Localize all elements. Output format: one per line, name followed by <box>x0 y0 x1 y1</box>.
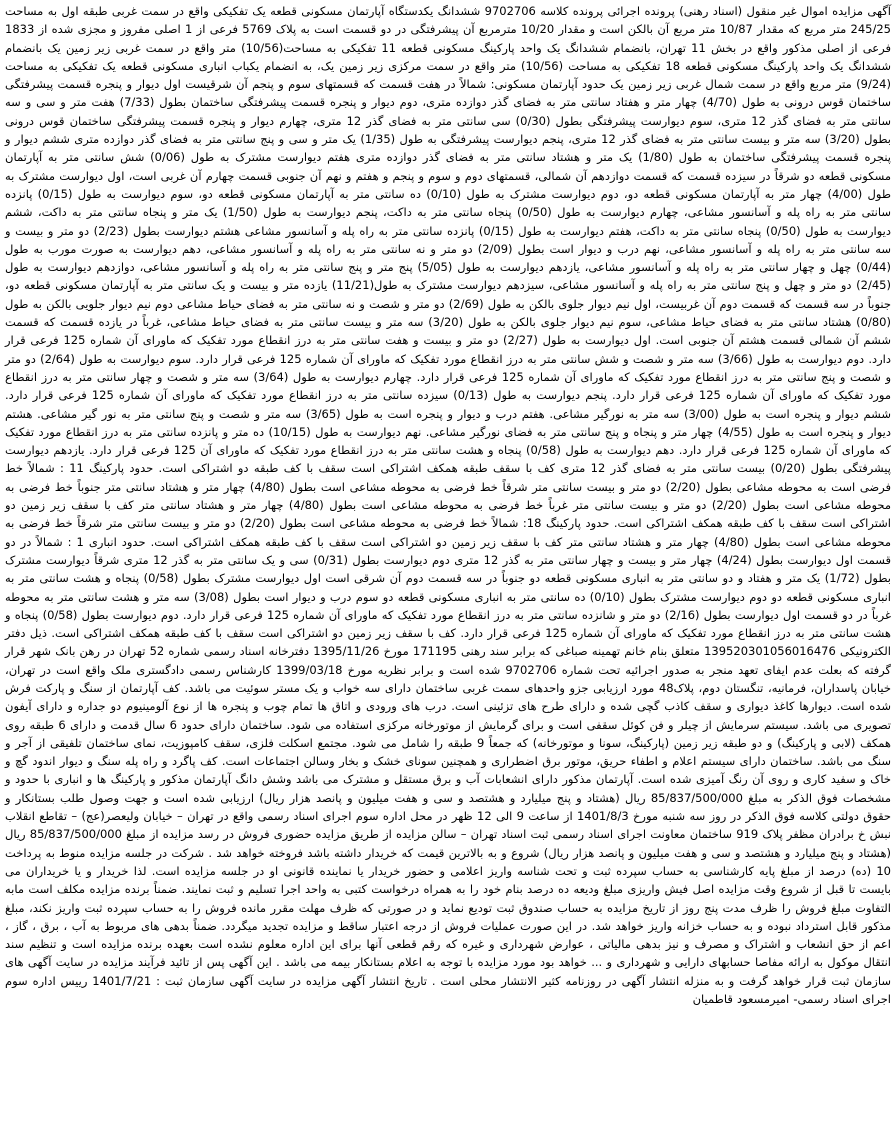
auction-notice-text: آگهی مزایده اموال غیر منقول (اسناد رهنی) پرونده اجرائی پرونده کلاسه 9702706 ششدانگ یکدستگاه آپارتمان مسکونی قطعه یک تفکیکی واقع در سمت غربی طبقه اول به مساحت 245/25 متر مربع که مقدار 10/87 متر مربع آن بالکن است و مقدار 10/20 مترمربع آن پیشرفتگی در دو قسمت است به پلاک 5769 فرعی از 1 اصلی مفروز و مجزی شده از 1833 فرعی از اصلی مذکور واقع در بخش 11 تهران، بانضمام ششدانگ یک واحد پارکینگ مسکونی قطعه 11 تفکیکی به مساحت(10/56) متر واقع در سمت غربی زیر زمین یک بانضمام ششدانگ یک واحد پارکینگ مسکونی قطعه 18 تفکیکی به مساحت (10/56) متر واقع در سمت مرکزی زیر زمین یک، به انضمام یکباب انباری مسکونی قطعه یک تفکیکی به مساحت (9/24) متر مربع واقع در سمت شمال غربی زیر زمین یک حدود آپارتمان مسکونی: شمالاً در هفت قسمت که قسمتهای سوم و پنجم آن شرقیست اول دیوار و پنجره قسمت پیشرفتگی ساختمان قوس درونی به طول (4/70) چهار متر و هفتاد سانتی متر به فضای گذر دوازده متری، دوم دیوار و پنجره قسمت پیشرفتگی ساختمان بطول (7/33) هفت متر و سی و سه سانتی متر به فضای گذر 12 متری، سوم دیوارست پیشرفتگی بطول (0/30) سی سانتی متر به فضای گذر 12 متری، چهارم دیوار و پنجره قسمت پیشرفتگی ساختمان قوس درونی بطول (3/20) سه متر و بیست سانتی متر به فضای گذر 12 متری، پنجم دیوارست پیشرفتگی به طول (1/35) یک متر و سی و پنج سانتی متر به فضای گذر دوازده متری ششم دیوار و پنجره قسمت پیشرفتگی ساختمان به طول (1/80) یک متر و هشتاد سانتی متر به فضای گذر دوازده متری هفتم دیوارست مشترک به طول (0/06) شش سانتی متر به آپارتمان مسکونی قطعه دو شرقاً در سیزده قسمت که قسمت دوازدهم آن شمالی، قسمتهای دوم و سوم و پنجم و هفتم و نهم آن جنوبی قسمت چهارم آن غربی است، اول دیوارست مشترک به طول (4/00) چهار متر به آپارتمان مسکونی قطعه دو، دوم دیوارست مشترک به طول (0/10) ده سانتی متر به آپارتمان مسکونی قطعه دو، سوم دیوارست به طول (0/15) پانزده سانتی متر به راه پله و آسانسور مشاعی، چهارم دیوارست به طول (0/50) پنجاه سانتی متر به داکت، پنجم دیوارست به طول (1/50) یک متر و پنجاه سانتی متر به داکت، ششم دیوارست به طول (0/50) پنجاه سانتی متر به داکت، هفتم دیوارست به طول (0/15) پانزده سانتی متر به راه پله و آسانسور مشاعی هشتم دیوارست بطول (2/23) دو متر و بیست و سه سانتی متر به راه پله و آسانسور مشاعی، نهم درب و دیوار است بطول (2/09) دو متر و نه سانتی متر به راه پله و آسانسور مشاعی، دهم دیوارست به صورت مورب به طول (0/44) چهل و چهار سانتی متر به راه پله و آسانسور مشاعی، یازدهم دیوارست به طول (5/05) پنج متر و پنج سانتی متر به راه پله و آسانسور مشاعی، دوازدهم دیوارست به طول (2/45) دو متر و چهل و پنج سانتی متر به راه پله و آسانسور مشاعی، سیزدهم دیوارست مشترک به طول(11/21) یازده متر و بیست و یک سانتی متر به آپارتمان مسکونی قطعه دو، جنوباً در سه قسمت که قسمت دوم آن غربیست، اول نیم دیوار جلوی بالکن به طول (2/69) دو متر و شصت و نه سانتی متر به فضای حیاط مشاعی دوم نیم دیوار جلویی بالکن به طول (0/80) هشتاد سانتی متر به فضای حیاط مشاعی، سوم نیم دیوار جلوی بالکن به طول (3/20) سه متر و بیست سانتی متر به فضای حیاط مشاعی، غرباً در یازده قسمت که قسمت ششم آن شمالی قسمت هشتم آن جنوبی است. اول دیوارست به طول (2/27) دو متر و بیست و هفت سانتی متر به درز انقطاع مورد تفکیک که ماورای آن شماره 125 فرعی قرار دارد. دوم دیوارست به طول (3/66) سه متر و شصت و شش سانتی متر به درز انقطاع مورد تفکیک که ماورای آن شماره 125 فرعی قرار دارد. سوم دیوارست به طول (2/64) دو متر و شصت و پنج سانتی متر به درز انقطاع مورد تفکیک که ماورای آن شماره 125 فرعی قرار دارد. چهارم دیوارست به طول (3/64) سه متر و شصت و چهار سانتی متر به درز انقطاع مورد تفکیک که ماورای آن شماره 125 فرعی قرار دارد. پنجم دیوارست به طول (0/13) سیزده سانتی متر به درز انقطاع مورد تفکیک که ماورای آن شماره 125 فرعی قرار دارد. ششم دیوار و پنجره است به طول (3/00) سه متر به نورگیر مشاعی. هفتم درب و دیوار و پنجره است به طول (3/65) سه متر و شصت و پنج سانتی متر به نور گیر مشاعی. هشتم دیوار و پنجره است به طول (4/55) چهار متر و پنجاه و پنج سانتی متر به فضای نورگیر مشاعی. نهم دیوارست به طول (10/15) ده متر و پانزده سانتی متر به درز انقطاع مورد تفکیک که ماورای آن شماره 125 فرعی قرار دارد. دهم دیوارست به طول (0/58) پنجاه و هشت سانتی متر به درز انقطاع مورد تفکیک که ماورای آن 125 فرعی قرار دارد. یازدهم دیوارست پیشرفتگی بطول (0/20) بیست سانتی متر به فضای گذر 12 متری کف با سقف طبقه همکف اشتراکی است سقف با کف طبقه دو اشتراکی است. حدود پارکینگ 11 : شمالاً خط فرضی است به محوطه مشاعی بطول (2/20) دو متر و بیست سانتی متر شرقاً خط فرضی به محوطه مشاعی است بطول (4/80) چهار متر و هشتاد سانتی متر جنوباً خط فرضی به محوطه مشاعی است بطول (2/20) دو متر و بیست سانتی متر غرباً خط فرضی به محوطه مشاعی است بطول (4/80) چهار متر و هشتاد سانتی متر کف با سقف زیر زمین دو اشتراکی است سقف با کف طبقه همکف اشتراکی است. حدود پارکینگ 18: شمالاً خط فرضی به محوطه مشاعی است بطول (2/20) دو متر و بیست سانتی متر شرقاً خط فرضی به محوطه مشاعی است بطول (4/80) چهار متر و هشتاد سانتی متر کف با سقف زیر زمین دو اشتراکی است سقف با کف طبقه همکف اشتراکی است. حدود انباری 1 : شمالاً در دو قسمت اول دیوارست بطول (4/24) چهار متر و بیست و چهار سانتی متر به گذر 12 متری دوم دیوارست بطول (0/31) سی و یک سانتی متر به گذر 12 متری شرقاً دیوارست مشترک بطول (1/72) یک متر و هفتاد و دو سانتی متر به انباری مسکونی قطعه دو جنوباً در سه قسمت دوم آن شرقی است اول دیوارست مشترک بطول (0/58) پنجاه و هشت سانتی متر به انباری مسکونی قطعه دو دوم دیوارست مشترک بطول (0/10) ده سانتی متر به انباری مسکونی قطعه دو سوم درب و دیوار است بطول (3/08) سه متر و هشت سانتی متر به محوطه غرباً در دو قسمت اول دیوارست بطول (2/16) دو متر و شانزده سانتی متر به درز انقطاع مورد تفکیک که ماورای آن شماره 125 فرعی قرار دارد. دوم دیوارست بطول (0/58) پنجاه و هشت سانتی متر به درز انقطاع مورد تفکیک که ماورای آن شماره 125 فرعی قرار دارد. کف با سقف زیر زمین دو اشتراکی است سقف با کف طبقه همکف اشتراکی است. ذیل دفتر الکترونیکی 139520301056016476 متعلق بنام خانم تهمینه صباغی که برابر سند رهنی 171195 مورخ 1395/11/26 دفترخانه اسناد رسمی شماره 52 تهران در رهن بانک شهر قرار گرفته که بعلت عدم ایفای تعهد منجر به صدور اجرائیه تحت شماره 9702706 شده است و برابر نظریه مورخ 1399/03/18 کارشناس رسمی دادگستری ملک واقع است در تهران، خیابان پاسداران، فرمانیه، تنگستان دوم، پلاک48 مورد ارزیابی جزو واحدهای سمت غربی ساختمان دارای سه خواب و یک مستر سوئیت می باشد. کف آپارتمان از سنگ و پارکت فرش شده است. دیوارها کاغذ دیواری و سقف کاذب گچی شده و دارای طرح های تزئینی است. درب های ورودی و اتاق ها تمام چوب و پنجره ها از نوع آلومینیوم دو جداره و دارای آیفون تصویری می باشد. سیستم سرمایش از چیلر و فن کوئل سقفی است و برای گرمایش از موتورخانه مرکزی استفاده می شود. ساختمان دارای حدود 6 سال قدمت و دارای 6 طبقه روی همکف (لابی و پارکینگ) و دو طبقه زیر زمین (پارکینگ، سونا و موتورخانه) که جمعاً 9 طبقه را شامل می شود. مجتمع اسکلت فلزی، سقف کامپوزیت، نمای ساختمان تلفیقی از آجر و سنگ می باشد. ساختمان دارای سیستم اعلام و اطفاء حریق، موتور برق اضطراری و همچنین سونای خشک و بخار وسالن اجتماعات است. کف پاگرد و راه پله سنگ و دیوار اندود گچ و خاک و سفید کاری و روی آن رنگ آمیزی شده است. آپارتمان مذکور دارای انشعابات آب و برق مستقل و مشترک می باشد وشش دانگ آپارتمان مذکور و پارکینگ ها و انباری با حدود و مشخصات فوق الذکر به مبلغ 85/837/500/000 ریال (هشتاد و پنج میلیارد و هشتصد و سی و هفت میلیون و پانصد هزار ریال) ارزیابی شده است و جهت وصول طلب بستانکار و حقوق دولتی کلاسه فوق الذکر در روز سه شنبه مورخ 1401/8/3 از ساعت 9 الی 12 ظهر در محل اداره سوم اجرای اسناد رسمی واقع در تهران – خیابان ولیعصر(عج) – تقاطع انقلاب نبش خ برادران مظفر پلاک 919 ساختمان معاونت اجرای اسناد رسمی ثبت اسناد تهران – سالن مزایده از طریق مزایده حضوری فروش در رسد مزایده از مبلغ 85/837/500/000 ریال (هشتاد و پنج میلیارد و هشتصد و سی و هفت میلیون و پانصد هزار ریال) شروع و به بالاترین قیمت که خریدار داشته باشد فروخته خواهد شد . شرکت در جلسه مزایده منوط به پرداخت 10 (ده) درصد از مبلغ پایه کارشناسی به حساب سپرده ثبت و تحت شناسه واریز اعلامی و حضور خریدار یا نماینده قانونی او در جلسه مزایده است. لذا خریدار و یا خریداران می بایست تا قبل از شروع وقت مزایده اصل فیش واریزی مبلغ ودیعه ده درصد بنام خود را به همراه درخواست کتبی به واحد اجرا تسلیم و ثبت نمایند. ضمناً برنده مزایده مکلف است مابه التفاوت مبلغ فروش را ظرف مدت پنج روز از تاریخ مزایده به حساب صندوق ثبت تودیع نماید و در صورتی که ظرف مهلت مقرر مانده فروش را به حساب سپرده ثبت واریز نکند، مبلغ مذکور قابل استرداد نبوده و به حساب خزانه واریز خواهد شد. در این صورت عملیات فروش از درجه اعتبار ساقط و مزایده تجدید میگردد. ضمناً بدهی های مربوط به آب ، برق ، گاز ، اعم از حق انشعاب و اشتراک و مصرف و نیز بدهی مالیاتی ، عوارض شهرداری و غیره که رقم قطعی آنها برای این اداره معلوم نشده است بعهده برنده مزایده است و تنظیم سند انتقال موکول به ارائه مفاصا حسابهای دارایی و شهرداری و ... خواهد بود مورد مزایده با توجه به اعلام بستانکار بیمه می باشد . این آگهی پس از تائید فرآیند مزایده در سایت آگهی های سازمان ثبت قرار خواهد گرفت و به منزله انتشار آگهی در روزنامه کثیر الانتشار محلی است . تاریخ انتشار آگهی مزایده در سایت آگهی سازمان ثبت : 1401/7/21 رییس اداره سوم اجرای اسناد رسمی- امیرمسعود قاطمیان <box>5 4 892 1007</box>
